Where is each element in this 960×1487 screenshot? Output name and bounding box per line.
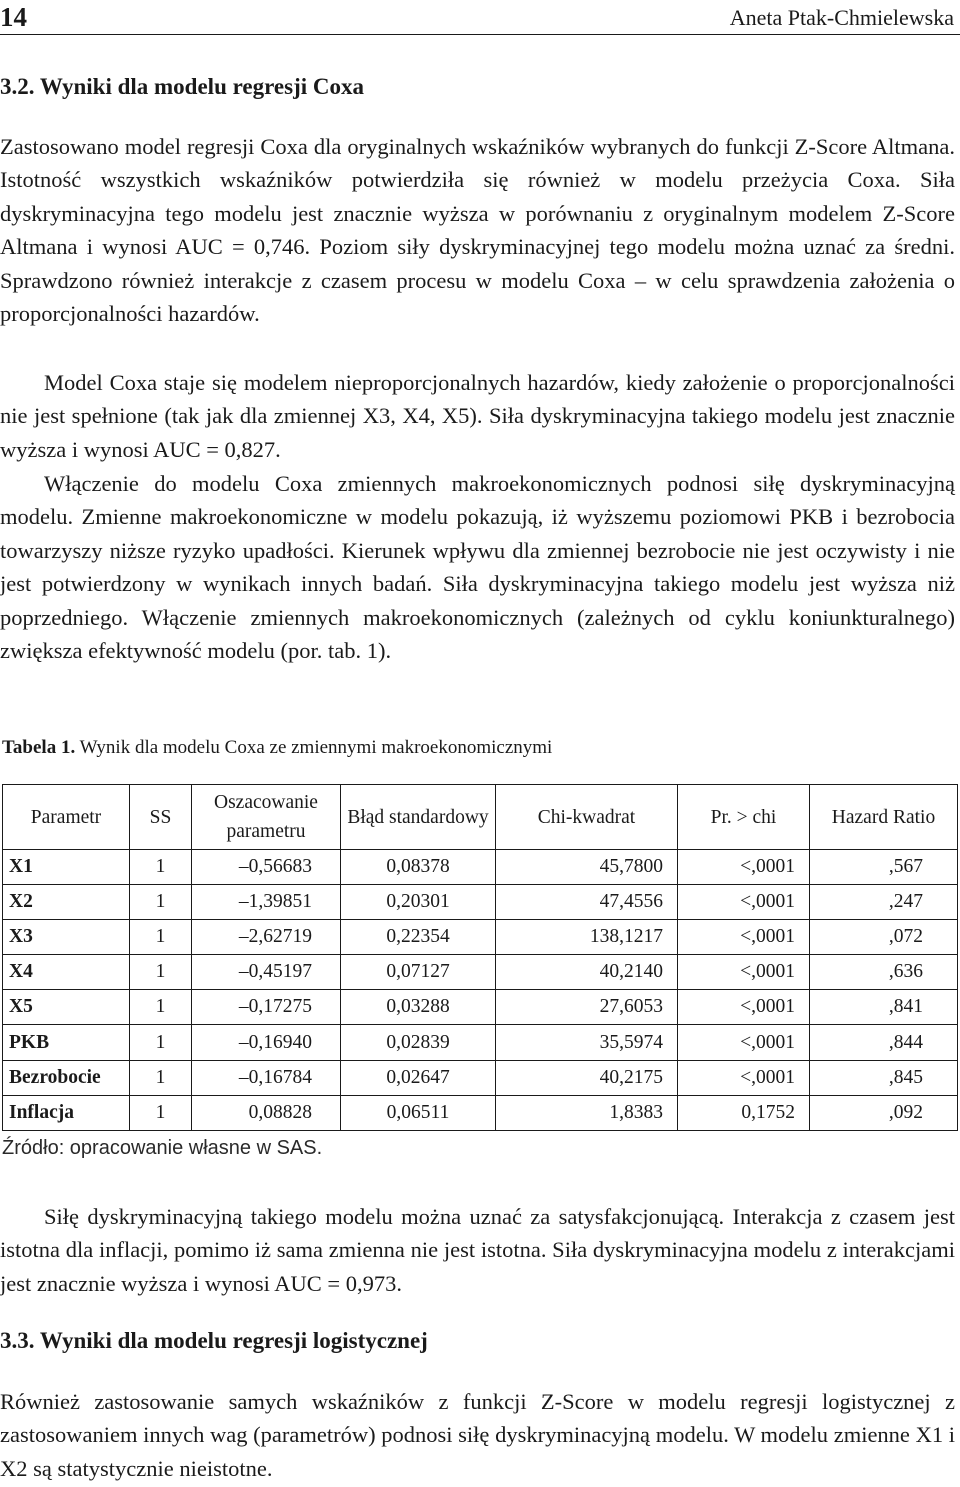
param-cell: X3 bbox=[3, 920, 130, 955]
table-cell: ,247 bbox=[810, 885, 958, 920]
table-cell: 40,2140 bbox=[496, 955, 678, 990]
table-caption bbox=[2, 735, 552, 761]
header-cell: Pr. > chi bbox=[678, 785, 810, 850]
table-cell: 1 bbox=[130, 850, 192, 885]
table-row bbox=[3, 885, 958, 920]
table-caption-label: Tabela 1. bbox=[2, 737, 76, 758]
table-cell: 1 bbox=[130, 955, 192, 990]
param-cell: Inflacja bbox=[3, 1095, 130, 1130]
table-cell: –0,16784 bbox=[192, 1060, 341, 1095]
paragraph-cox-nonproportional: Model Coxa staje się modelem nieproporcjonalnych hazardów, kiedy założenie o proporcjonalności nie jest spełnione (tak jak dla zmiennej X3, X4, X5). Siła dyskryminacyjna takiego modelu jest znacznie wyższa i wynosi AUC = 0,827. bbox=[0, 370, 955, 462]
table-cell: 0,20301 bbox=[341, 885, 496, 920]
paragraph-cox-intro: Zastosowano model regresji Coxa dla oryginalnych wskaźników wybranych do funkcji Z-Score Altmana. Istotność wszystkich wskaźników potwierdziła się również w modelu przeżycia Coxa. Siła dyskryminacyjna tego modelu jest znacznie wyższa w porównaniu z oryginalnym modelem Z-Score Altmana i wynosi AUC = 0,746. Poziom siły dyskryminacyjnej tego modelu można uznać za średni. Sprawdzono również interakcje z czasem procesu w modelu Coxa – w celu sprawdzenia założenia o proporcjonalności hazardów. bbox=[0, 134, 955, 327]
table-cell: ,567 bbox=[810, 850, 958, 885]
table-source-note: Źródło: opracowanie własne w SAS. bbox=[2, 1137, 323, 1159]
table-cell: <,0001 bbox=[678, 920, 810, 955]
table-cell: ,841 bbox=[810, 990, 958, 1025]
table-cell: –0,45197 bbox=[192, 955, 341, 990]
table-cell: ,844 bbox=[810, 1025, 958, 1060]
table-row bbox=[3, 1060, 958, 1095]
table-cell: ,072 bbox=[810, 920, 958, 955]
table-cell: ,092 bbox=[810, 1095, 958, 1130]
table-cell: 1,8383 bbox=[496, 1095, 678, 1130]
header-cell: Parametr bbox=[3, 785, 130, 850]
page-header bbox=[0, 0, 960, 36]
cox-results-table bbox=[2, 784, 958, 1131]
table-cell: 0,03288 bbox=[341, 990, 496, 1025]
param-cell: X2 bbox=[3, 885, 130, 920]
table-cell: 1 bbox=[130, 990, 192, 1025]
table-cell: 1 bbox=[130, 1095, 192, 1130]
table-cell: 1 bbox=[130, 1025, 192, 1060]
table-header-row bbox=[3, 785, 958, 850]
table-cell: 0,07127 bbox=[341, 955, 496, 990]
header-cell: Chi-kwadrat bbox=[496, 785, 678, 850]
table-cell: <,0001 bbox=[678, 850, 810, 885]
table-cell: 40,2175 bbox=[496, 1060, 678, 1095]
table-cell: 0,02839 bbox=[341, 1025, 496, 1060]
table-cell: –0,16940 bbox=[192, 1025, 341, 1060]
running-head-author: Aneta Ptak-Chmielewska bbox=[729, 5, 954, 30]
table-cell: <,0001 bbox=[678, 955, 810, 990]
header-cell: Hazard Ratio bbox=[810, 785, 958, 850]
table-cell: 1 bbox=[130, 920, 192, 955]
table-caption-text: Wynik dla modelu Coxa ze zmiennymi makroekonomicznymi bbox=[75, 737, 553, 758]
table-cell: 35,5974 bbox=[496, 1025, 678, 1060]
table-cell: 1 bbox=[130, 1060, 192, 1095]
param-cell: X1 bbox=[3, 850, 130, 885]
table-cell: –1,39851 bbox=[192, 885, 341, 920]
section-heading-3-3: 3.3. Wyniki dla modelu regresji logistycznej bbox=[0, 1328, 428, 1353]
table-cell: <,0001 bbox=[678, 1025, 810, 1060]
table-cell: <,0001 bbox=[678, 990, 810, 1025]
table-cell: –2,62719 bbox=[192, 920, 341, 955]
table-cell: 45,7800 bbox=[496, 850, 678, 885]
header-cell: Oszacowanie parametru bbox=[192, 785, 341, 850]
param-cell: PKB bbox=[3, 1025, 130, 1060]
header-rule bbox=[0, 34, 960, 35]
paragraph-cox-macro: Włączenie do modelu Coxa zmiennych makroekonomicznych podnosi siłę dyskryminacyjną modelu. Zmienne makroekonomiczne w modelu pokazują, iż wyższemu poziomowi PKB i bezrobocia towarzyszy niższe ryzyko upadłości. Kierunek wpływu dla zmiennej bezrobocie nie jest oczywisty i nie jest potwierdzony w wynikach innych badań. Siła dyskryminacyjna takiego modelu jest wyższa niż poprzedniego. Włączenie zmiennych makroekonomicznych (zależnych od cyklu koniunkturalnego) zwiększa efektywność modelu (por. tab. 1). bbox=[0, 471, 955, 664]
table-cell: ,845 bbox=[810, 1060, 958, 1095]
table-cell: 0,08378 bbox=[341, 850, 496, 885]
param-cell: X5 bbox=[3, 990, 130, 1025]
table-cell: 138,1217 bbox=[496, 920, 678, 955]
table-cell: 0,1752 bbox=[678, 1095, 810, 1130]
table-cell: 0,08828 bbox=[192, 1095, 341, 1130]
table-row bbox=[3, 920, 958, 955]
paragraph-logistic: Również zastosowanie samych wskaźników z funkcji Z-Score w modelu regresji logistycznej z zastosowaniem innych wag (parametrów) podnosi siłę dyskryminacyjną modelu. W modelu zmienne X1 i X2 są statystycznie nieistotne. bbox=[0, 1389, 955, 1481]
param-cell: X4 bbox=[3, 955, 130, 990]
header-cell: Błąd standardowy bbox=[341, 785, 496, 850]
table-row bbox=[3, 850, 958, 885]
paragraph-interactions: Siłę dyskryminacyjną takiego modelu można uznać za satysfakcjonującą. Interakcja z czasem jest istotna dla inflacji, pomimo iż sama zmienna nie jest istotna. Siła dyskryminacyjna modelu z interakcjami jest znacznie wyższa i wynosi AUC = 0,973. bbox=[0, 1204, 955, 1296]
table-cell: 0,06511 bbox=[341, 1095, 496, 1130]
table-cell: <,0001 bbox=[678, 1060, 810, 1095]
table-cell: 1 bbox=[130, 885, 192, 920]
header-cell: SS bbox=[130, 785, 192, 850]
table-cell: <,0001 bbox=[678, 885, 810, 920]
section-heading-3-2: 3.2. Wyniki dla modelu regresji Coxa bbox=[0, 74, 364, 99]
table-cell: –0,56683 bbox=[192, 850, 341, 885]
table-cell: ,636 bbox=[810, 955, 958, 990]
table-cell: 27,6053 bbox=[496, 990, 678, 1025]
table-cell: 0,02647 bbox=[341, 1060, 496, 1095]
table-cell: 47,4556 bbox=[496, 885, 678, 920]
table-row bbox=[3, 1025, 958, 1060]
table-row bbox=[3, 955, 958, 990]
table-row bbox=[3, 1095, 958, 1130]
table-cell: 0,22354 bbox=[341, 920, 496, 955]
table-cell: –0,17275 bbox=[192, 990, 341, 1025]
table-row bbox=[3, 990, 958, 1025]
page-number: 14 bbox=[0, 2, 27, 32]
param-cell: Bezrobocie bbox=[3, 1060, 130, 1095]
